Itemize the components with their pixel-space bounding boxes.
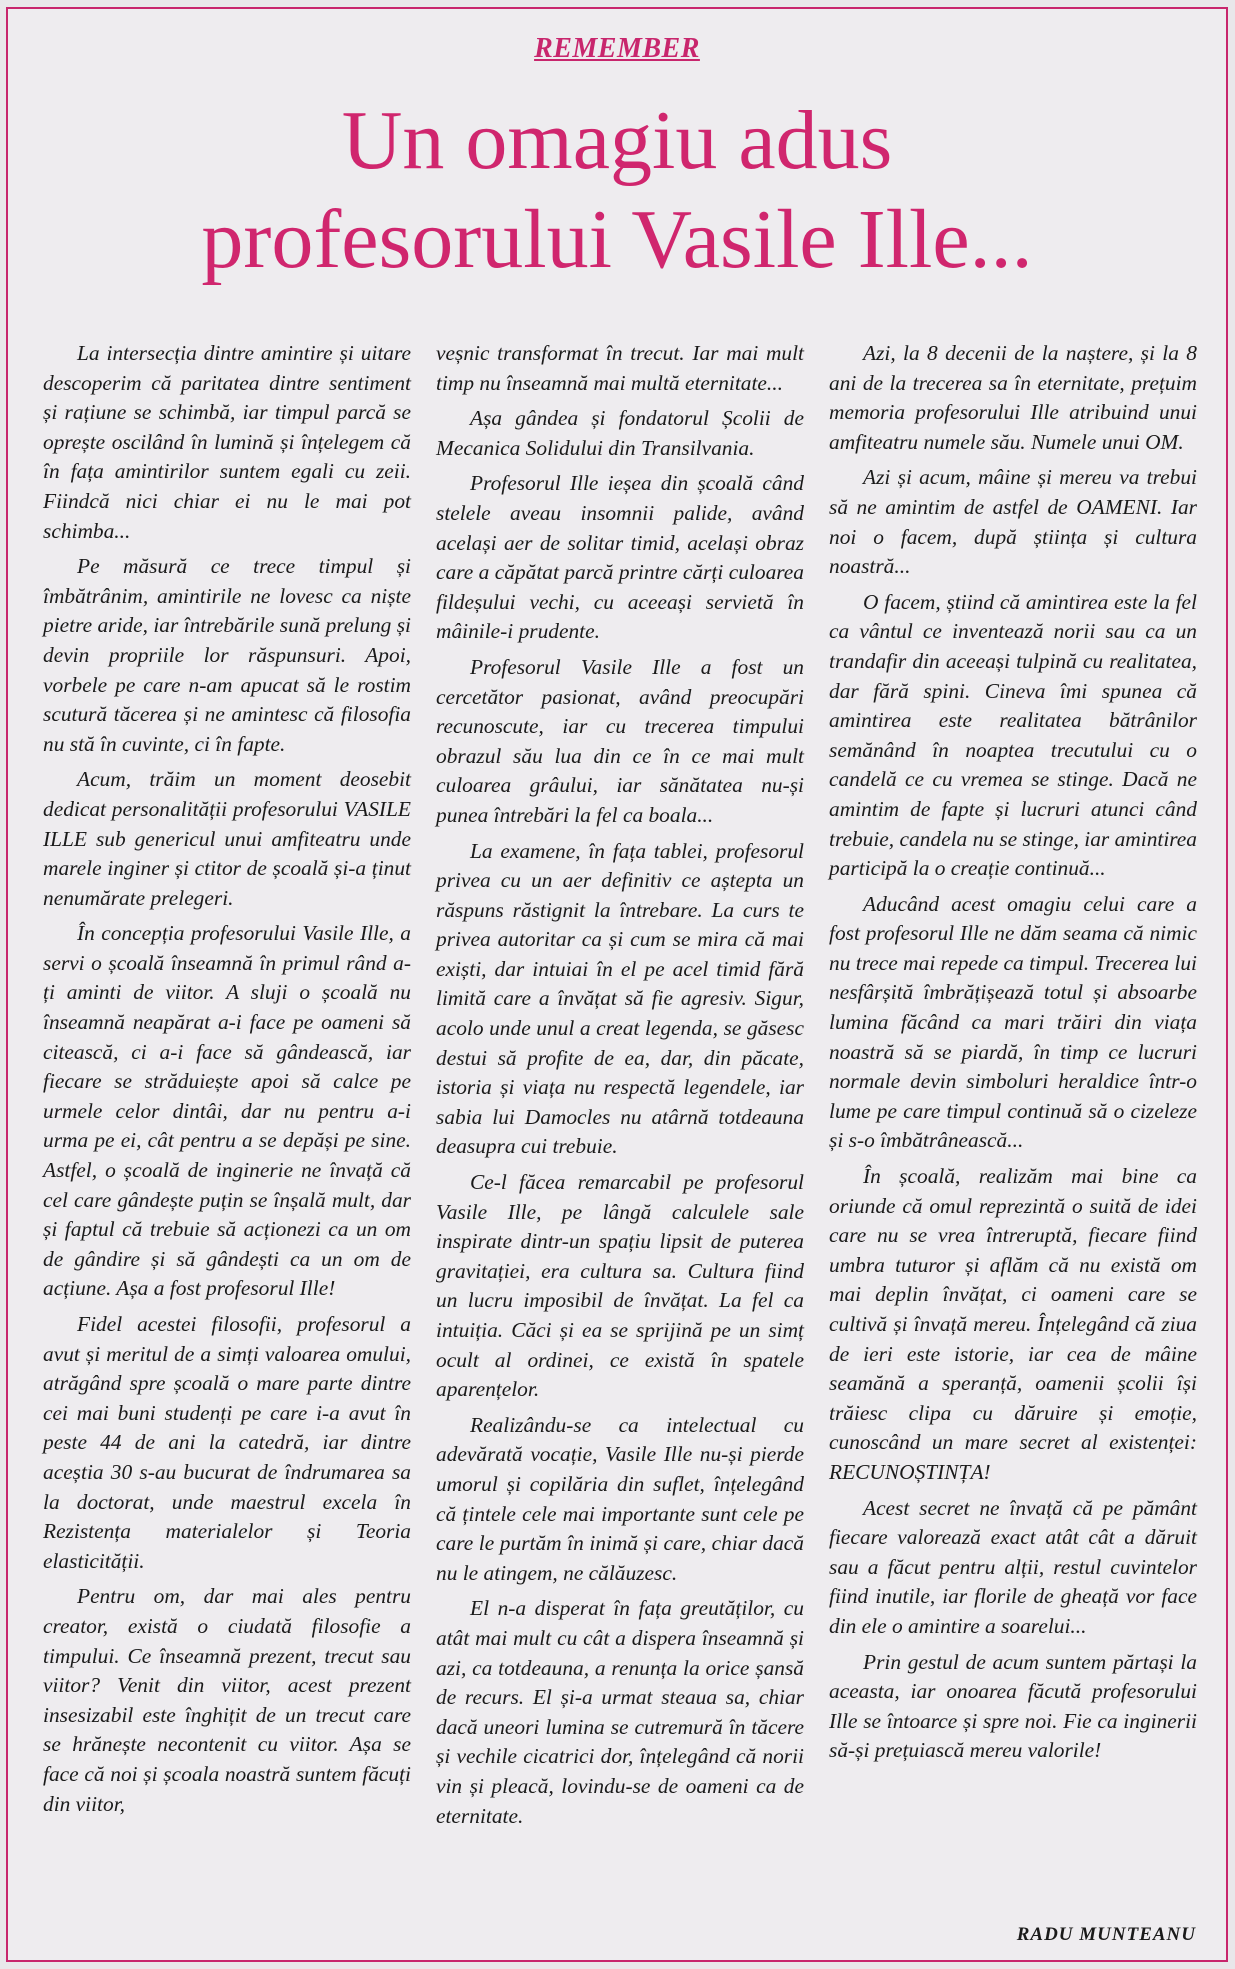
paragraph: Azi, la 8 decenii de la naștere, și la 8 ani de la trecerea sa în eternitate, prețuim memoria profesorului Ille atribuind unui amfiteatru numele său. Numele unui OM.: [829, 341, 1197, 454]
paragraph: Aducând acest omagiu celui care a fost profesorul Ille ne dăm seama că nimic nu trece mai repede ca timpul. Trecerea lui nesfârșită îmbrățișează totul și absoarbe lumina făcând ca mari trăiri din viața noastră să se piardă, în timp ce lucruri normale devin simboluri heraldice într-o lume pe care timpul continuă să o cizeleze și s-o îmbătrânească...: [829, 891, 1197, 1153]
paragraph: O facem, știind că amintirea este la fel ca vântul ce inventează norii sau ca un trandafir din aceeași tulpină cu realitatea, dar fără spini. Cineva îmi spunea că amintirea este realitatea bătrânilor semănând în noaptea trecutului cu o candelă ce cu vremea se stinge. Dacă ne amintim de fapte și lucruri atunci când trebuie, candela nu se stinge, iar amintirea participă la o creație continuă...: [829, 589, 1197, 881]
paragraph: În școală, realizăm mai bine ca oriunde că omul reprezintă o suită de idei care nu se vrea întreruptă, fiecare fiind umbra tuturor și aflăm că nu există om mai deplin învățat, ci oameni care se cultivă și învață mereu. Înțelegând că ziua de ieri este istorie, iar cea de mâine seamănă a speranță, oamenii școlii își trăiesc clipa cu dăruire și emoție, cunoscând un mare secret al existenței: RECUNOȘTINȚA!: [829, 1164, 1197, 1484]
paragraph: În concepția profesorului Vasile Ille, a servi o școală înseamnă în primul rând a-ți aminti de viitor. A sluji o școală nu înseamnă neapărat a-i face pe oameni să citească, ci a-i face să gândească, iar fiecare se străduiește apoi să calce pe urmele celor dintâi, dar nu pentru a-i urma pe ei, cât pentru a se depăși pe sine. Astfel, o școală de inginerie ne învață că cel care gândește puțin se înșală mult, dar și faptul că trebuie să acționezi ca un om de gândire și să gândești ca un om de acțiune. Așa a fost profesorul Ille!: [43, 921, 411, 1301]
article-title: [8, 91, 1226, 289]
section-kicker: REMEMBER: [534, 33, 700, 64]
paragraph: Profesorul Ille ieșea din școală când stelele aveau insomnii palide, având același aer de solitar timid, același obraz care a căpătat parcă printre cărți culoarea fildeșului vechi, cu aceeași servietă în mâinile-i prudente.: [436, 471, 804, 644]
paragraph: Azi și acum, mâine și mereu va trebui să ne amintim de astfel de OAMENI. Iar noi o facem, după știința și cultura noastră...: [829, 465, 1197, 579]
column-3: [829, 339, 1197, 1772]
paragraph: Fidel acestei filosofii, profesorul a avut și meritul de a simți valoarea omului, atrăgând spre școală o mare parte dintre cei mai buni studenți pe care i-a avut în peste 44 de ani la catedră, iar dintre aceștia 30 s-au bucurat de îndrumarea sa la doctorat, unde maestrul excela în Rezistența materialelor și Teoria elasticității.: [43, 1312, 411, 1573]
paragraph: La intersecția dintre amintire și uitare descoperim că paritatea dintre sentiment și rațiune se schimbă, iar timpul parcă se oprește oscilând în lumină și înțelegem că în fața amintirilor suntem egali cu zeii. Fiindcă nici chiar ei nu le mai pot schimba...: [43, 341, 411, 543]
paragraph: Acest secret ne învață că pe pământ fiecare valorează exact atât cât a dăruit sau a făcut pentru alții, restul cuvintelor fiind inutile, iar florile de gheață vor face din ele o amintire a soarelui...: [829, 1495, 1197, 1638]
paragraph: El n-a disperat în fața greutăților, cu atât mai mult cu cât a dispera înseamnă și azi, ca totdeauna, a renunța la orice șansă de recurs. El și-a urmat steaua sa, chiar dacă uneori lumina se cutremură în tăcere și vechile cicatrici dor, înțelegând că norii vin și pleacă, lovindu-se de oameni ca de eternitate.: [436, 1596, 804, 1828]
paragraph: La examene, în fața tablei, profesorul privea cu un aer definitiv ce aștepta un răspuns răstignit la întrebare. La curs te privea autoritar ca și cum se mira că mai exiști, dar intuiai în el pe acel timid fără limită care a învățat să fie agresiv. Sigur, acolo unde unul a creat legenda, se găsesc destui să profite de ea, dar, din păcate, istoria și viața nu respectă legendele, iar sabia lui Damocles nu atârnă totdeauna deasupra cui trebuie.: [436, 838, 804, 1159]
title-line-1: Un omagiu adus: [341, 94, 893, 187]
paragraph: Ce-l făcea remarcabil pe profesorul Vasile Ille, pe lângă calculele sale inspirate dintr-un spațiu lipsit de puterea gravitației, era cultura sa. Cultura fiind un lucru imposibil de învățat. La fel ca intuiția. Căci și ea se sprijină pe un simț ocult al ordinei, ce există în spatele aparențelor.: [436, 1170, 804, 1402]
paragraph: Așa gândea și fondatorul Școlii de Mecanica Solidului din Transilvania.: [436, 406, 804, 460]
column-2: [436, 339, 804, 1837]
paragraph: Profesorul Vasile Ille a fost un cercetător pasionat, având preocupări recunoscute, iar cu trecerea timpului obrazul său lua din ce în ce mai mult culoarea grâului, iar sănătatea nu-și punea întrebări la fel ca boala...: [436, 654, 804, 827]
title-line-2: profesorului Vasile Ille...: [201, 193, 1033, 286]
paragraph: veșnic transformat în trecut. Iar mai mult timp nu înseamnă mai multă eternitate...: [436, 341, 804, 395]
paragraph: Pe măsură ce trece timpul și îmbătrânim, amintirile ne lovesc ca niște pietre aride, iar întrebările sună prelung și devin propriile lor răspunsuri. Apoi, vorbele pe care n-am apucat să le rostim scutură tăcerea și ne amintesc că filosofia nu stă în cuvinte, ci în fapte.: [43, 554, 411, 756]
column-1: [43, 339, 411, 1825]
paragraph: Acum, trăim un moment deosebit dedicat personalității profesorului VASILE ILLE sub genericul unui amfiteatru unde marele inginer și ctitor de școală și-a ținut nenumărate prelegeri.: [43, 767, 411, 910]
author-signature: RADU MUNTEANU: [1016, 1924, 1196, 1945]
paragraph: Prin gestul de acum suntem părtași la aceasta, iar onoarea făcută profesorului Ille se întoarce și spre noi. Fie ca inginerii să-și prețuiască mereu valorile!: [829, 1649, 1197, 1763]
paragraph: Pentru om, dar mai ales pentru creator, există o ciudată filosofie a timpului. Ce înseamnă prezent, trecut sau viitor? Venit din viitor, acest prezent insesizabil este înghițit de un trecut care se hrănește necontenit cu viitor. Așa se face că noi și școala noastră suntem făcuți din viitor,: [43, 1584, 411, 1816]
newspaper-page: [6, 7, 1228, 1962]
paragraph: Realizându-se ca intelectual cu adevărată vocație, Vasile Ille nu-și pierde umorul și copilăria din suflet, înțelegând că țintele cele mai importante sunt cele pe care le purtăm în inimă și care, chiar dacă nu le atingem, ne călăuzesc.: [436, 1412, 804, 1585]
